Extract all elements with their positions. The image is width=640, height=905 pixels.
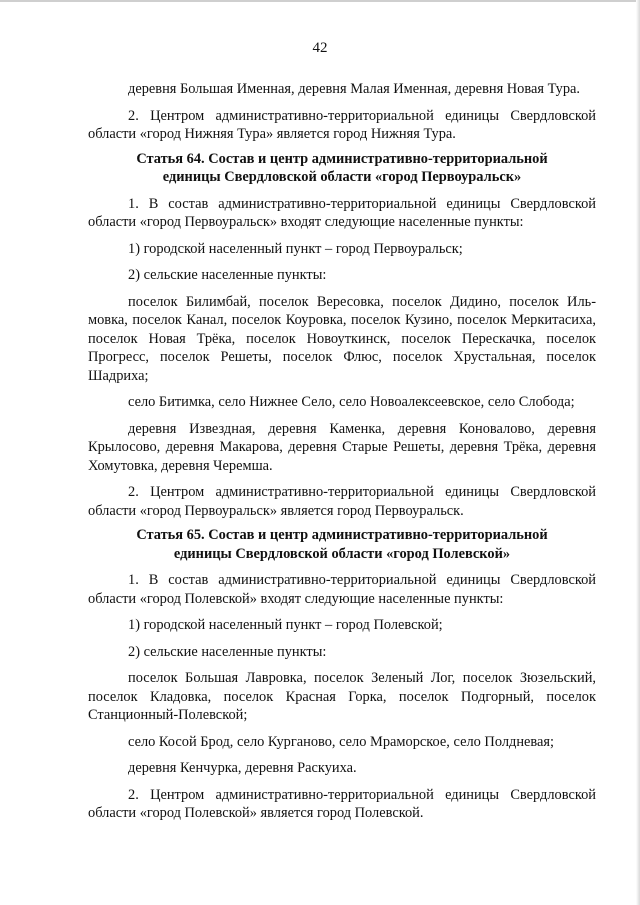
- document-body: [88, 80, 596, 831]
- paragraph-pervouralsk-derevni: деревня Извездная, деревня Каменка, деревня Коновалово, деревня Крылосово, деревня Макарова, деревня Старые Решеты, деревня Трёка, деревня Хомутовка, деревня Черемша.: [88, 420, 596, 474]
- article-64-heading-line-1: Статья 64. Состав и центр административно-территориальной: [136, 150, 548, 167]
- paragraph-polevskoy-rural: 2) сельские населенные пункты:: [128, 643, 327, 660]
- paragraph-polevskoy-derevni: деревня Кенчурка, деревня Раскуиха.: [128, 760, 357, 776]
- paragraph-polevskoy-urban: 1) городской населенный пункт – город Полевской;: [128, 617, 443, 633]
- paragraph-pervouralsk-urban: 1) городской населенный пункт – город Первоуральск;: [128, 240, 463, 257]
- page-number: 42: [312, 40, 328, 56]
- paragraph-villages-tura: деревня Большая Именная, деревня Малая Именная, деревня Новая Тура.: [128, 81, 581, 97]
- scan-edge-top: [0, 0, 640, 2]
- article-64-heading-line-2: единицы Свердловской области «город Первоуральск»: [162, 169, 522, 185]
- paragraph-pervouralsk-settlements: поселок Билимбай, поселок Вересовка, поселок Дидино, поселок Ильмовка, поселок Канал, поселок Коуровка, поселок Кузино, поселок Меркитасиха, поселок Новая Трёка, поселок Новоуткинск, поселок Перескачка, поселок Прогресс, поселок Решеты, поселок Флюс, поселок Хрустальная, поселок Шадриха;: [88, 293, 596, 384]
- article-65-heading: [88, 526, 596, 563]
- paragraph-pervouralsk-selo: село Битимка, село Нижнее Село, село Новоалексеевское, село Слобода;: [128, 394, 575, 410]
- paragraph-polevskoy-selo: село Косой Брод, село Курганово, село Мраморское, село Полдневая;: [128, 733, 555, 750]
- paragraph-center-pervouralsk: 2. Центром административно-территориальной единицы Свердловской области «город Первоуральск» является город Первоуральск.: [88, 484, 596, 519]
- scan-edge-right: [636, 0, 640, 905]
- article-65-heading-line-1: Статья 65. Состав и центр административно-территориальной: [136, 527, 548, 543]
- paragraph-center-nizhnyaya-tura: 2. Центром административно-территориальной единицы Свердловской области «город Нижняя Тура» является город Нижняя Тура.: [88, 107, 596, 142]
- article-65-heading-line-2: единицы Свердловской области «город Полевской»: [173, 545, 511, 562]
- paragraph-pervouralsk-composition: 1. В состав административно-территориальной единицы Свердловской области «город Первоуральск» входят следующие населенные пункты:: [88, 195, 596, 230]
- article-64-heading: [88, 150, 596, 187]
- paragraph-center-polevskoy: 2. Центром административно-территориальной единицы Свердловской области «город Полевской» является город Полевской.: [88, 786, 596, 821]
- paragraph-polevskoy-composition: 1. В состав административно-территориальной единицы Свердловской области «город Полевской» входят следующие населенные пункты:: [88, 572, 596, 607]
- paragraph-polevskoy-settlements: поселок Большая Лавровка, поселок Зеленый Лог, поселок Зюзельский, поселок Кладовка, поселок Красная Горка, поселок Подгорный, поселок Станционный-Полевской;: [88, 670, 596, 723]
- paragraph-pervouralsk-rural: 2) сельские населенные пункты:: [128, 267, 327, 283]
